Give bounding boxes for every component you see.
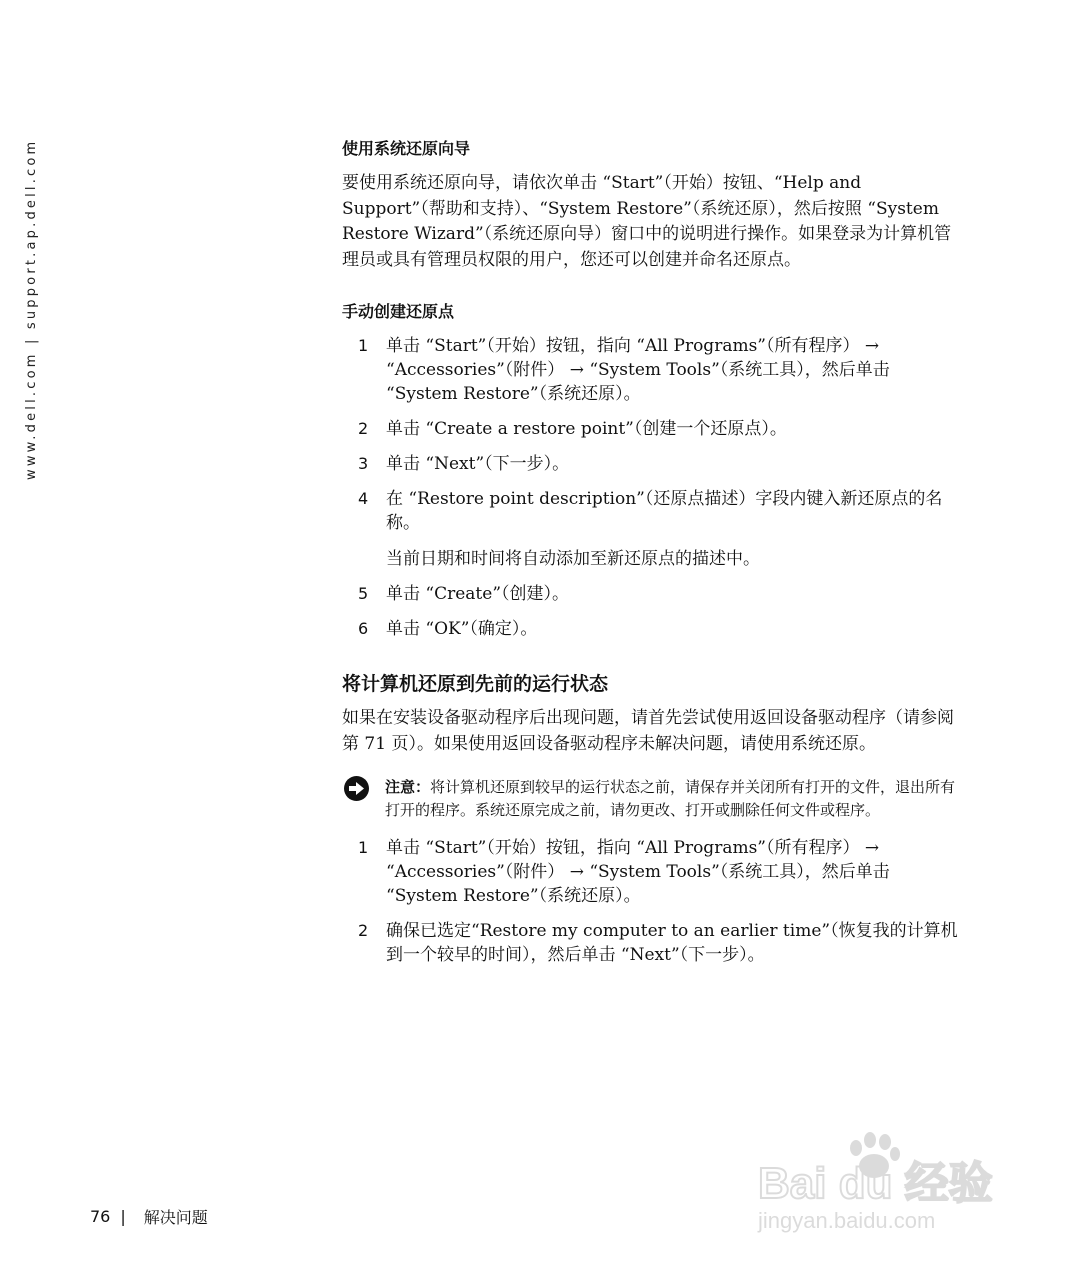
list-item — [342, 417, 964, 441]
step-text: 单击 “Next”（下一步）。 — [386, 454, 570, 474]
watermark-logo-text: Bai du 经验 — [758, 1159, 993, 1208]
list-item — [342, 334, 964, 406]
step-number: 2 — [358, 921, 369, 940]
list-item — [342, 487, 964, 571]
step-text: 单击 “Start”（开始）按钮，指向 “All Programs”（所有程序） → “Accessories”（附件） → “System Tools”（系统工具），然后单击 “System Restore”（系统还原）。 — [386, 838, 890, 906]
list-item — [342, 582, 964, 606]
notice-box — [342, 776, 964, 822]
page-number: 76 — [90, 1207, 111, 1226]
notice-message: 将计算机还原到较早的运行状态之前，请保存并关闭所有打开的文件，退出所有打开的程序。系统还原完成之前，请勿更改、打开或删除任何文件或程序。 — [385, 778, 956, 819]
baidu-jingyan-watermark — [752, 1120, 1007, 1235]
step-note: 当前日期和时间将自动添加至新还原点的描述中。 — [386, 549, 760, 569]
step-number: 3 — [358, 454, 369, 473]
watermark-url: jingyan.baidu.com — [758, 1208, 936, 1233]
section-body-restore-state: 如果在安装设备驱动程序后出现问题，请首先尝试使用返回设备驱动程序（请参阅第 71 页）。如果使用返回设备驱动程序未解决问题，请使用系统还原。 — [342, 708, 954, 754]
list-item — [342, 617, 964, 641]
step-number: 5 — [358, 584, 369, 603]
list-item — [342, 452, 964, 476]
step-text: 单击 “Create a restore point”（创建一个还原点）。 — [386, 419, 787, 439]
step-number: 4 — [358, 489, 369, 508]
section-heading-restore-state: 将计算机还原到先前的运行状态 — [342, 673, 609, 695]
notice-label: 注意： — [385, 778, 431, 796]
main-content — [342, 136, 964, 967]
step-text: 单击 “Start”（开始）按钮，指向 “All Programs”（所有程序） → “Accessories”（附件） → “System Tools”（系统工具），然后单击 “System Restore”（系统还原）。 — [386, 336, 890, 404]
step-text: 单击 “OK”（确定）。 — [386, 619, 538, 639]
section-heading-wizard: 使用系统还原向导 — [342, 139, 471, 158]
restore-state-steps — [342, 836, 964, 967]
step-number: 1 — [358, 838, 369, 857]
step-text: 单击 “Create”（创建）。 — [386, 584, 570, 604]
step-number: 6 — [358, 619, 369, 638]
footer-separator: | — [120, 1207, 126, 1226]
section-heading-manual-restore-point: 手动创建还原点 — [342, 302, 455, 321]
step-text: 确保已选定“Restore my computer to an earlier time”（恢复我的计算机到一个较早的时间），然后单击 “Next”（下一步）。 — [386, 921, 958, 965]
notice-arrow-icon — [344, 776, 369, 801]
list-item — [342, 919, 964, 967]
notice-text — [385, 776, 964, 822]
list-item — [342, 836, 964, 908]
step-text: 在 “Restore point description”（还原点描述）字段内键入新还原点的名称。 — [386, 489, 943, 533]
sidebar-url: www.dell.com | support.ap.dell.com — [24, 138, 39, 480]
step-number: 2 — [358, 419, 369, 438]
manual-restore-steps — [342, 334, 964, 641]
page-footer — [90, 1205, 208, 1228]
step-number: 1 — [358, 336, 369, 355]
section-body-wizard: 要使用系统还原向导，请依次单击 “Start”（开始）按钮、“Help and Support”（帮助和支持）、“System Restore”（系统还原），然后按照 “System Restore Wizard”（系统还原向导）窗口中的说明进行操作。如果登录为计算机管理员或具有管理员权限的用户，您还可以创建并命名还原点。 — [342, 173, 952, 270]
chapter-title: 解决问题 — [143, 1208, 208, 1227]
